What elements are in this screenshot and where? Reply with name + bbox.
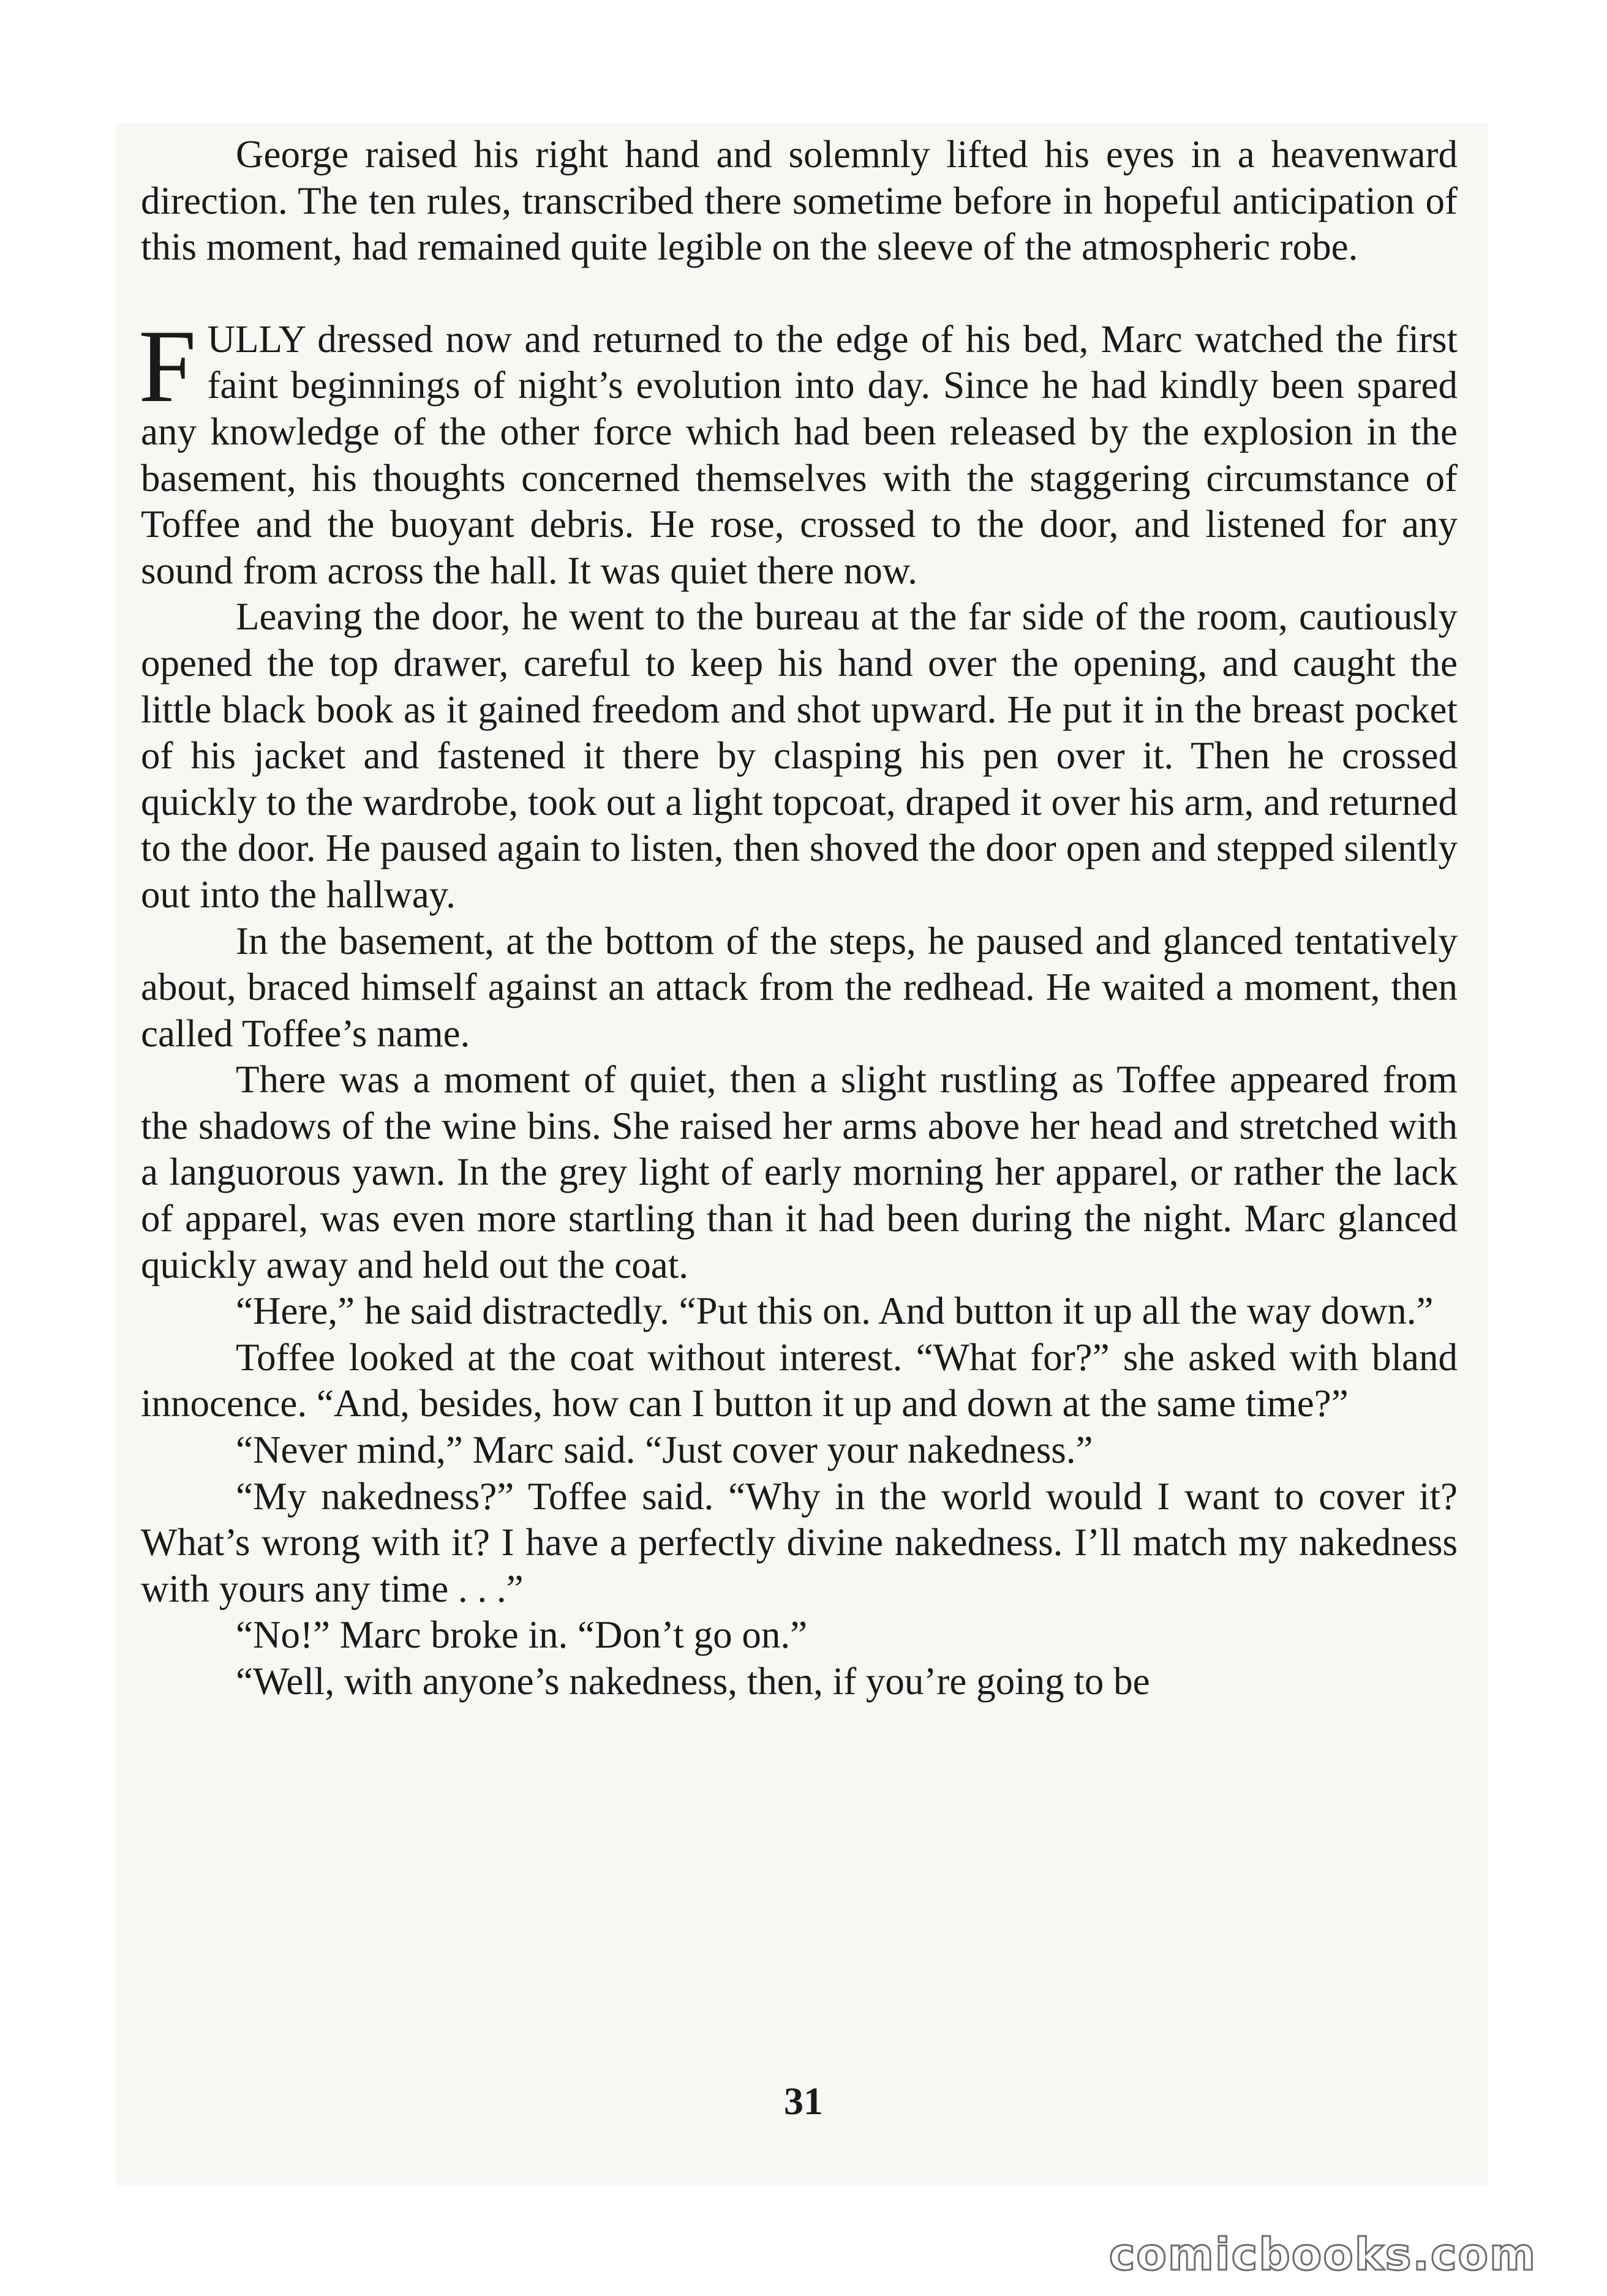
paragraph-1: George raised his right hand and solemnly lifted his eyes in a heavenward direction. The ten rules, transcribed there sometime before in hopeful anticipation of this moment, had remained quite legible on the sleeve of the atmospheric robe. (141, 133, 1458, 269)
paragraph-11: “Well, with anyone’s nakedness, then, if you’re going to be (236, 1660, 1150, 1703)
paragraph-7: Toffee looked at the coat without interest. “What for?” she asked with bland innocence. “And, besides, how can I button it up and down at the same time?” (141, 1335, 1458, 1425)
paragraph-4: In the basement, at the bottom of the steps, he paused and glanced tentatively about, braced himself against an attack from the redhead. He waited a moment, then called Toffee’s name. (141, 919, 1458, 1055)
paragraph-9: “My nakedness?” Toffee said. “Why in the world would I want to cover it? What’s wrong with it? I have a perfectly divine nakedness. I’ll match my nakedness with yours any time . . .” (141, 1474, 1458, 1610)
paragraph-2-text: ULLY dressed now and returned to the edge of his bed, Marc watched the first faint beginnings of night’s evolution into day. Since he had kindly been spared any knowledge of the other force which had been released by the explosion in the basement, his thoughts concerned themselves with the staggering circumstance of Toffee and the buoyant debris. He rose, crossed to the door, and listened for any sound from across the hall. It was quiet there now. (141, 317, 1458, 592)
paragraph-10: “No!” Marc broke in. “Don’t go on.” (236, 1613, 808, 1657)
paragraph-5: There was a moment of quiet, then a slight rustling as Toffee appeared from the shadows of the wine bins. She raised her arms above her head and stretched with a languorous yawn. In the grey light of early morning her apparel, or rather the lack of apparel, was even more startling than it had been during the night. Marc glanced quickly away and held out the coat. (141, 1058, 1458, 1286)
page-number: 31 (784, 2079, 823, 2123)
body-text (138, 132, 1458, 1705)
paragraph-6: “Here,” he said distractedly. “Put this on. And button it up all the way down.” (236, 1289, 1434, 1333)
paragraph-8: “Never mind,” Marc said. “Just cover your nakedness.” (236, 1428, 1093, 1472)
paragraph-3: Leaving the door, he went to the bureau at the far side of the room, cautiously opened the top drawer, careful to keep his hand over the opening, and caught the little black book as it gained freedom and shot upward. He put it in the breast pocket of his jacket and fastened it there by clasping his pen over it. Then he crossed quickly to the wardrobe, took out a light topcoat, draped it over his arm, and returned to the door. He paused again to listen, then shoved the door open and stepped silently out into the hallway. (141, 595, 1458, 916)
drop-cap: F (138, 308, 197, 424)
watermark-logo: comicbooks.com (1108, 2229, 1537, 2280)
paragraph-2 (138, 308, 1458, 595)
